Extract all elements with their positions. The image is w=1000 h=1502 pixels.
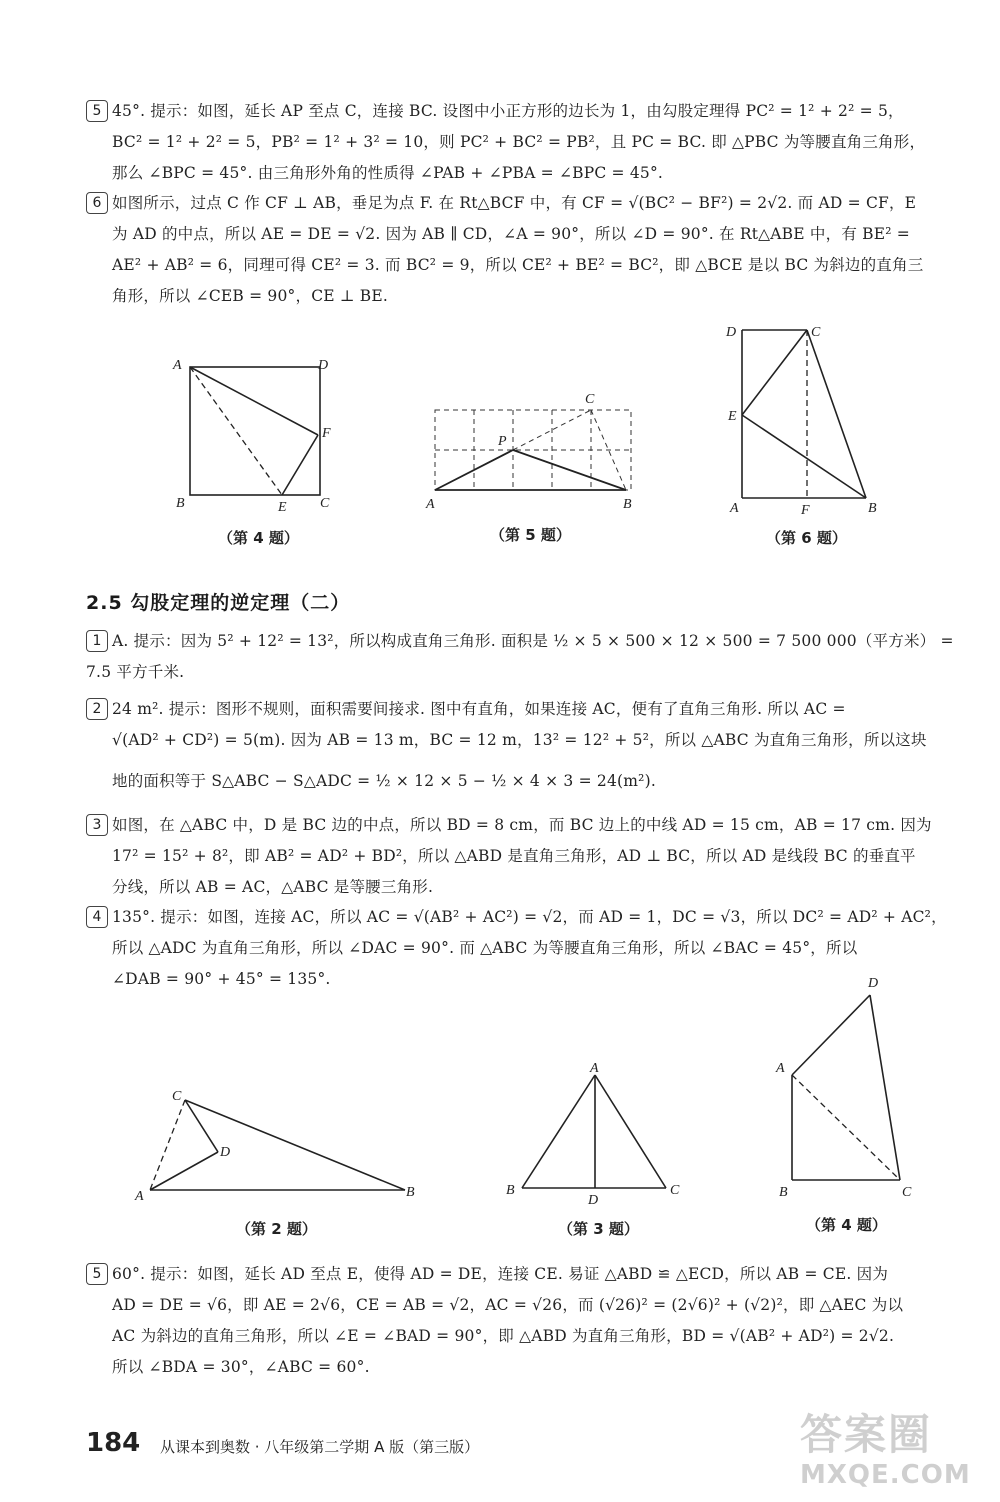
label-b: B: [623, 497, 632, 512]
label-d: D: [318, 358, 329, 373]
problem-1-text: [86, 626, 970, 688]
label-b: B: [868, 501, 877, 516]
figure-caption: （第 5 题）: [490, 526, 571, 544]
figure-caption: （第 4 题）: [806, 1216, 887, 1234]
problem-number: 6: [86, 192, 108, 214]
label-p: P: [498, 434, 507, 449]
problem-number: 4: [86, 906, 108, 928]
text-line: 所以 ∠BDA = 30°，∠ABC = 60°.: [112, 1358, 370, 1376]
problem-2-text: [112, 694, 970, 797]
page-number: 184: [86, 1428, 141, 1458]
label-b: B: [506, 1183, 515, 1198]
label-b: B: [406, 1185, 415, 1200]
text-line: AD = DE = √6，即 AE = 2√6，CE = AB = √2，AC = √26，而 (√26)² = (2√6)² + (√2)²，即 △AEC 为以: [112, 1296, 904, 1314]
label-a: A: [173, 358, 182, 373]
label-a: A: [426, 497, 435, 512]
figure-4-square: [170, 355, 340, 515]
problem-number: 3: [86, 814, 108, 836]
text-line: 所以 △ADC 为直角三角形，所以 ∠DAC = 90°. 而 △ABC 为等腰直角三角形，所以 ∠BAC = 45°，所以: [112, 939, 858, 957]
problem-6-text: [112, 188, 970, 312]
text-line: 60°. 提示：如图，延长 AD 至点 E，使得 AD = DE，连接 CE. 易证 △ABD ≌ △ECD，所以 AB = CE. 因为: [112, 1265, 889, 1283]
text-line: AE² + AB² = 6，同理可得 CE² = 3. 而 BC² = 9，所以 CE² + BE² = BC²，即 △BCE 是以 BC 为斜边的直角三: [112, 256, 924, 274]
text-line: 135°. 提示：如图，连接 AC，所以 AC = √(AB² + AC²) = √2，而 AD = 1，DC = √3，所以 DC² = AD² + AC²，: [112, 908, 947, 926]
text-line: 7.5 平方千米.: [86, 663, 185, 681]
label-f: F: [322, 426, 331, 441]
text-line: 地的面积等于 S△ABC − S△ADC = ½ × 12 × 5 − ½ × 4 × 3 = 24(m²).: [112, 772, 656, 790]
label-e: E: [728, 409, 737, 424]
text-line: 45°. 提示：如图，延长 AP 至点 C，连接 BC. 设图中小正方形的边长为 1，由勾股定理得 PC² = 1² + 2² = 5，: [112, 102, 904, 120]
problem-number: 5: [86, 1263, 108, 1285]
text-line: 为 AD 的中点，所以 AE = DE = √2. 因为 AB ∥ CD，∠A = 90°，所以 ∠D = 90°. 在 Rt△ABE 中，有 BE² =: [112, 225, 910, 243]
text-line: 17² = 15² + 8²，即 AB² = AD² + BD²，所以 △ABD 是直角三角形，AD ⊥ BC，所以 AD 是线段 BC 的垂直平: [112, 847, 916, 865]
text-line: AC 为斜边的直角三角形，所以 ∠E = ∠BAD = 90°，即 △ABD 为直角三角形，BD = √(AB² + AD²) = 2√2.: [112, 1327, 895, 1345]
text-line: 如图所示，过点 C 作 CF ⊥ AB，垂足为点 F. 在 Rt△BCF 中，有 CF = √(BC² − BF²) = 2√2. 而 AD = CF，E: [112, 194, 917, 212]
section-title: 2.5 勾股定理的逆定理（二）: [86, 592, 351, 614]
figure-3-isosceles: [500, 1060, 700, 1210]
label-c: C: [902, 1185, 912, 1200]
figure-caption: （第 3 题）: [558, 1220, 639, 1238]
watermark-url: MXQE.COM: [800, 1460, 971, 1490]
figure-6-trapezoid: [722, 318, 892, 518]
watermark: [800, 1410, 990, 1495]
label-a: A: [776, 1061, 785, 1076]
label-b: B: [779, 1185, 788, 1200]
text-line: √(AD² + CD²) = 5(m). 因为 AB = 13 m，BC = 12 m，13² = 12² + 5²，所以 △ABC 为直角三角形，所以这块: [112, 731, 927, 749]
label-d: D: [726, 325, 737, 340]
label-c: C: [585, 392, 595, 407]
book-title: 从课本到奥数 · 八年级第二学期 A 版（第三版）: [160, 1438, 480, 1456]
label-a: A: [135, 1189, 144, 1204]
problem-number: 1: [86, 630, 108, 652]
text-line: BC² = 1² + 2² = 5，PB² = 1² + 3² = 10，则 PC² + BC² = PB²，且 PC = BC. 即 △PBC 为等腰直角三角形，: [112, 133, 926, 151]
problem-3-text: [112, 810, 970, 903]
label-c: C: [811, 325, 821, 340]
watermark-logo: 答案圈: [800, 1410, 933, 1459]
label-d: D: [220, 1145, 231, 1160]
figure-caption: （第 4 题）: [218, 529, 299, 547]
label-c: C: [172, 1089, 182, 1104]
label-a: A: [590, 1061, 599, 1076]
label-e: E: [278, 500, 287, 515]
label-d: D: [868, 976, 879, 991]
problem-number: 5: [86, 100, 108, 122]
text-line: 那么 ∠BPC = 45°. 由三角形外角的性质得 ∠PAB + ∠PBA = ∠BPC = 45°.: [112, 164, 664, 182]
figure-caption: （第 6 题）: [766, 529, 847, 547]
figure-2-quadrilateral: [130, 1080, 430, 1210]
text-line: A. 提示：因为 5² + 12² = 13²，所以构成直角三角形. 面积是 ½ × 5 × 500 × 12 × 500 = 7 500 000（平方米） =: [112, 632, 954, 650]
text-line: 24 m². 提示：图形不规则，面积需要间接求. 图中有直角，如果连接 AC，便有了直角三角形. 所以 AC =: [112, 700, 846, 718]
problem-5b-text: [112, 1259, 970, 1383]
label-b: B: [176, 496, 185, 511]
figure-caption: （第 2 题）: [236, 1220, 317, 1238]
text-line: 分线，所以 AB = AC，△ABC 是等腰三角形.: [112, 878, 434, 896]
label-f: F: [801, 503, 810, 518]
problem-5-text: [112, 96, 970, 189]
label-c: C: [670, 1183, 680, 1198]
label-d: D: [588, 1193, 599, 1208]
figure-5-grid: [420, 385, 640, 515]
problem-number: 2: [86, 698, 108, 720]
figure-4-quadrilateral: [770, 970, 940, 1200]
text-line: 角形，所以 ∠CEB = 90°，CE ⊥ BE.: [112, 287, 389, 305]
text-line: 如图，在 △ABC 中，D 是 BC 边的中点，所以 BD = 8 cm，而 BC 边上的中线 AD = 15 cm，AB = 17 cm. 因为: [112, 816, 932, 834]
label-a: A: [730, 501, 739, 516]
label-c: C: [320, 496, 330, 511]
text-line: ∠DAB = 90° + 45° = 135°.: [112, 970, 331, 988]
